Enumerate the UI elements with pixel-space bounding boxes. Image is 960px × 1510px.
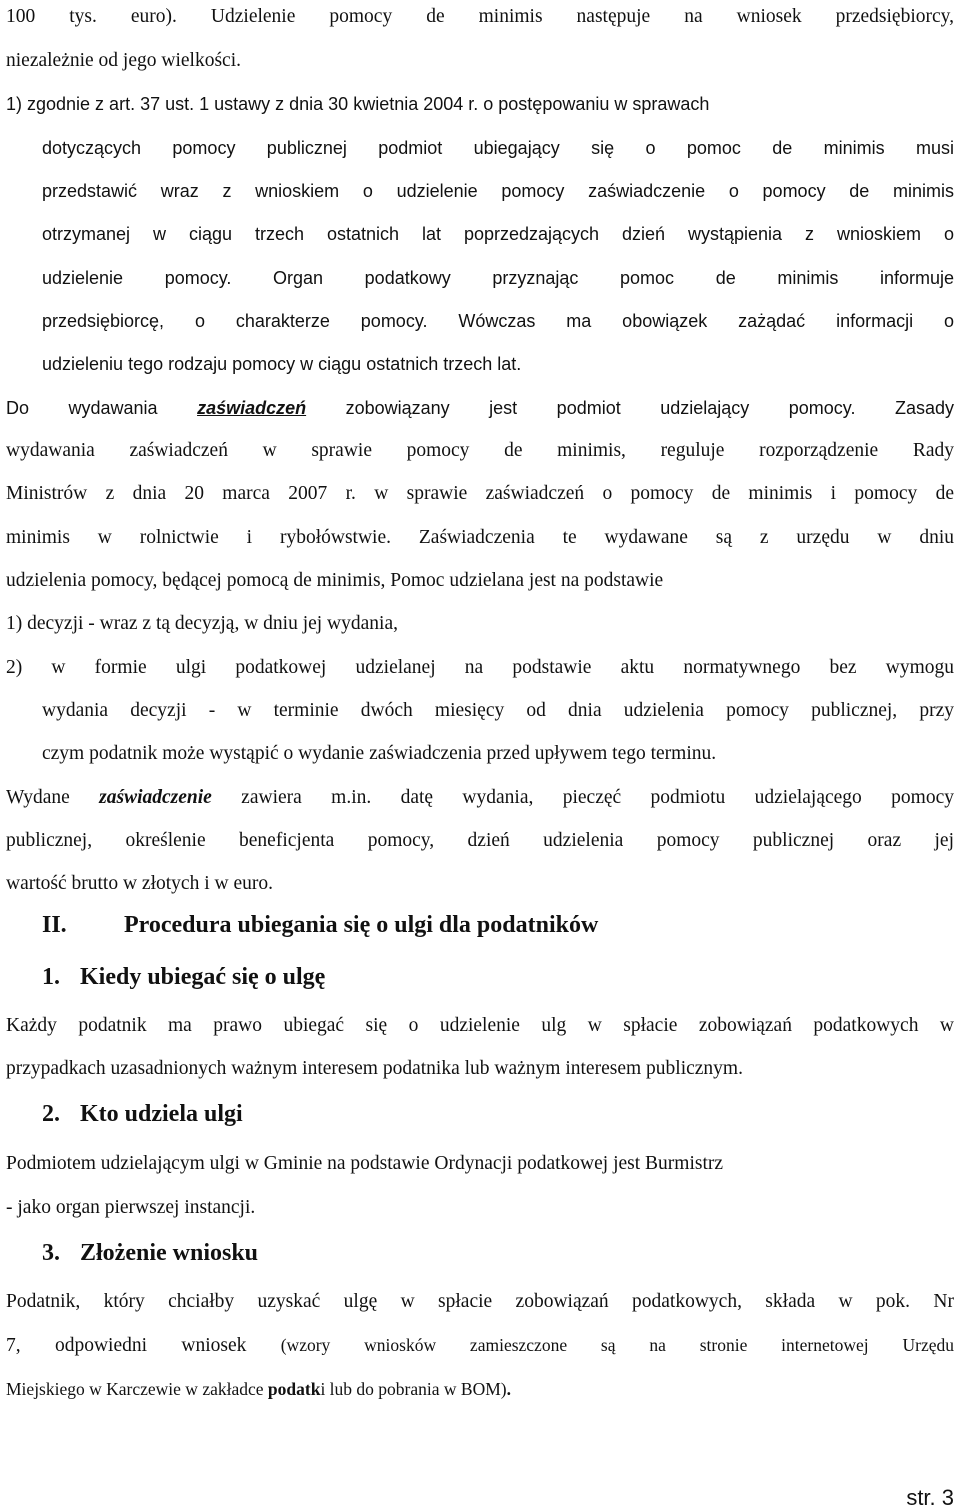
- paragraph-line: Każdy podatnik ma prawo ubiegać się o udzielenie ulg w spłacie zobowiązań podatkowych w: [6, 1015, 954, 1036]
- paragraph-line: wydawania zaświadczeń w sprawie pomocy de minimis, reguluje rozporządzenie Rady: [6, 440, 954, 461]
- list-item-continuation: wydania decyzji - w terminie dwóch miesięcy od dnia udzielenia pomocy publicznej, przy: [42, 700, 954, 721]
- page-number: str. 3: [906, 1485, 954, 1510]
- paragraph-line: udzielenie pomocy. Organ podatkowy przyznając pomoc de minimis informuje: [42, 268, 954, 288]
- paragraph-line: otrzymanej w ciągu trzech ostatnich lat poprzedzających dzień wystąpienia z wnioskiem o: [42, 224, 954, 244]
- paragraph-line: dotyczących pomocy publicznej podmiot ubiegający się o pomoc de minimis musi: [42, 138, 954, 158]
- list-item: 1) decyzji - wraz z tą decyzją, w dniu jej wydania,: [6, 613, 398, 634]
- paragraph-line: 7, odpowiedni wniosek (wzory wniosków zamieszczone są na stronie internetowej Urzędu: [6, 1335, 954, 1356]
- paragraph-line: 100 tys. euro). Udzielenie pomocy de minimis następuje na wniosek przedsiębiorcy,: [6, 6, 954, 27]
- subsection-heading: 3. Złożenie wniosku: [42, 1240, 259, 1266]
- subsection-heading: 2. Kto udziela ulgi: [42, 1101, 243, 1127]
- paragraph-line: niezależnie od jego wielkości.: [6, 50, 241, 71]
- paragraph-line: Podmiotem udzielającym ulgi w Gminie na podstawie Ordynacji podatkowej jest Burmistrz: [6, 1153, 724, 1174]
- paragraph-line: przypadkach uzasadnionych ważnym interesem podatnika lub ważnym interesem publicznym.: [6, 1058, 743, 1079]
- paragraph-line: Do wydawania zaświadczeń zobowiązany jest podmiot udzielający pomocy. Zasady: [6, 398, 954, 418]
- paragraph-line: Miejskiego w Karczewie w zakładce podatki lub do pobrania w BOM).: [6, 1379, 511, 1399]
- paragraph-line: Ministrów z dnia 20 marca 2007 r. w sprawie zaświadczeń o pomocy de minimis i pomocy de: [6, 483, 954, 504]
- emphasis-text: zaświadczeń: [197, 398, 307, 418]
- paragraph-line: wartość brutto w złotych i w euro.: [6, 873, 273, 894]
- subsection-heading: 1. Kiedy ubiegać się o ulgę: [42, 964, 326, 990]
- list-item-continuation: czym podatnik może wystąpić o wydanie zaświadczenia przed upływem tego terminu.: [42, 743, 717, 764]
- paragraph-line: udzielenia pomocy, będącej pomocą de minimis, Pomoc udzielana jest na podstawie: [6, 570, 664, 591]
- paragraph-line: udzieleniu tego rodzaju pomocy w ciągu ostatnich trzech lat.: [42, 354, 522, 374]
- paragraph-line: publicznej, określenie beneficjenta pomocy, dzień udzielenia pomocy publicznej oraz jej: [6, 830, 954, 851]
- paragraph-line: minimis w rolnictwie i rybołówstwie. Zaświadczenia te wydawane są z urzędu w dniu: [6, 527, 954, 548]
- section-heading: II. Procedura ubiegania się o ulgi dla podatników: [42, 912, 599, 938]
- paragraph-line: Podatnik, który chciałby uzyskać ulgę w spłacie zobowiązań podatkowych, składa w pok. Nr: [6, 1291, 954, 1312]
- paragraph-line: - jako organ pierwszej instancji.: [6, 1197, 256, 1218]
- paragraph-line: przedsiębiorcę, o charakterze pomocy. Wówczas ma obowiązek zażądać informacji o: [42, 311, 954, 331]
- paragraph-line: 1) zgodnie z art. 37 ust. 1 ustawy z dnia 30 kwietnia 2004 r. o postępowaniu w sprawach: [6, 94, 710, 114]
- paragraph-line: przedstawić wraz z wnioskiem o udzielenie pomocy zaświadczenie o pomocy de minimis: [42, 181, 954, 201]
- list-item: 2) w formie ulgi podatkowej udzielanej na podstawie aktu normatywnego bez wymogu: [6, 657, 954, 678]
- paragraph-line: Wydane zaświadczenie zawiera m.in. datę wydania, pieczęć podmiotu udzielającego pomocy: [6, 787, 954, 808]
- emphasis-text: zaświadczenie: [99, 787, 212, 808]
